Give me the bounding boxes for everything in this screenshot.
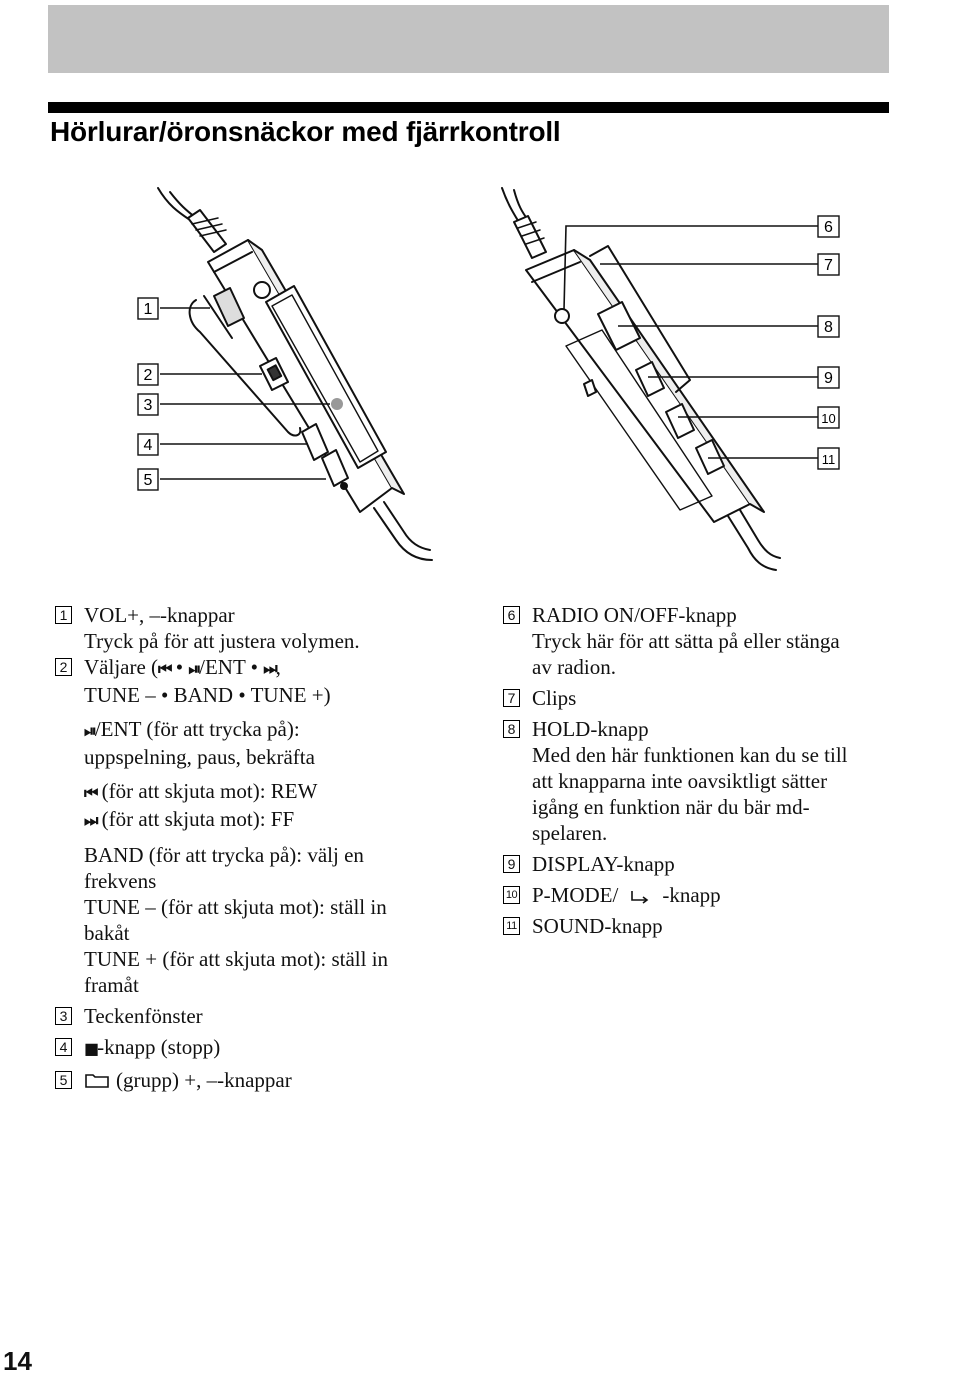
play-pause-icon: ⏯: [188, 659, 200, 678]
item-number: 10: [503, 886, 520, 904]
callout-11: 11: [821, 452, 836, 467]
item-number: 8: [503, 720, 520, 738]
parts-list-right: [503, 602, 923, 939]
page-number: 14: [3, 1346, 32, 1376]
callout-8: 8: [824, 319, 833, 336]
callout-10: 10: [821, 411, 836, 426]
list-item-7: 7 Clips: [503, 685, 923, 711]
item-number: 5: [55, 1071, 72, 1089]
repeat-icon: [628, 888, 650, 904]
item-number: 11: [503, 917, 520, 935]
callout-3: 3: [143, 397, 153, 414]
rewind-icon: ⏮: [84, 783, 97, 802]
list-item-8: 8 HOLD-knapp Med den här funktionen kan du se till att knapparna inte oavsiktligt sätter igång en funktion när du bär md- spelaren.: [503, 716, 923, 846]
list-item-3: 3 Teckenfönster: [55, 1003, 455, 1029]
play-pause-icon: ⏯: [84, 721, 95, 740]
item-number: 3: [55, 1007, 72, 1025]
list-item-10: 10 P-MODE/ -knapp: [503, 882, 923, 908]
item-number: 2: [55, 658, 72, 676]
next-icon: ⏭: [263, 659, 276, 678]
title-rule: [48, 102, 889, 113]
callout-4: 4: [143, 437, 153, 454]
list-item-2: 2 Väljare (⏮ • ⏯/ENT • ⏭, TUNE – • BAND • TUNE +) ⏯/ENT (för att trycka på): uppspelning, paus, bekräfta ⏮ (för att skjuta mot): REW ⏭ (för att skjuta mot): FF BAND (för att trycka på): välj en frekvens TUNE – (för att skjuta mot): ställ in bakåt TUNE + (för att skjuta mot): ställ in framåt: [55, 654, 455, 998]
list-item-11: 11 SOUND-knapp: [503, 913, 923, 939]
remote-control-illustration: [0, 150, 960, 590]
callout-6: 6: [824, 219, 833, 236]
item-number: 7: [503, 689, 520, 707]
callout-5: 5: [143, 472, 153, 489]
fast-forward-icon: ⏭: [84, 811, 97, 830]
right-remote-body: [526, 250, 750, 522]
previous-icon: ⏮: [158, 659, 171, 678]
parts-list-left: [55, 602, 455, 1093]
callout-9: 9: [824, 370, 833, 387]
folder-icon: [84, 1072, 110, 1088]
item-number: 9: [503, 855, 520, 873]
callout-1: 1: [143, 301, 153, 318]
list-item-5: 5 (grupp) +, –-knappar: [55, 1067, 455, 1093]
page-title: Hörlurar/öronsnäckor med fjärrkontroll: [50, 116, 561, 147]
item-number: 6: [503, 606, 520, 624]
list-item-9: 9 DISPLAY-knapp: [503, 851, 923, 877]
list-item-4: 4 ■-knapp (stopp): [55, 1034, 455, 1062]
left-remote-body: [208, 240, 392, 512]
stop-icon: ■: [84, 1039, 98, 1058]
header-band: [48, 5, 889, 73]
item-number: 1: [55, 606, 72, 624]
item-number: 4: [55, 1038, 72, 1056]
list-item-6: 6 RADIO ON/OFF-knapp Tryck här för att sätta på eller stänga av radion.: [503, 602, 923, 680]
callout-7: 7: [824, 257, 833, 274]
callout-2: 2: [143, 367, 153, 384]
list-item-1: 1 VOL+, –-knappar Tryck på för att justera volymen.: [55, 602, 455, 654]
